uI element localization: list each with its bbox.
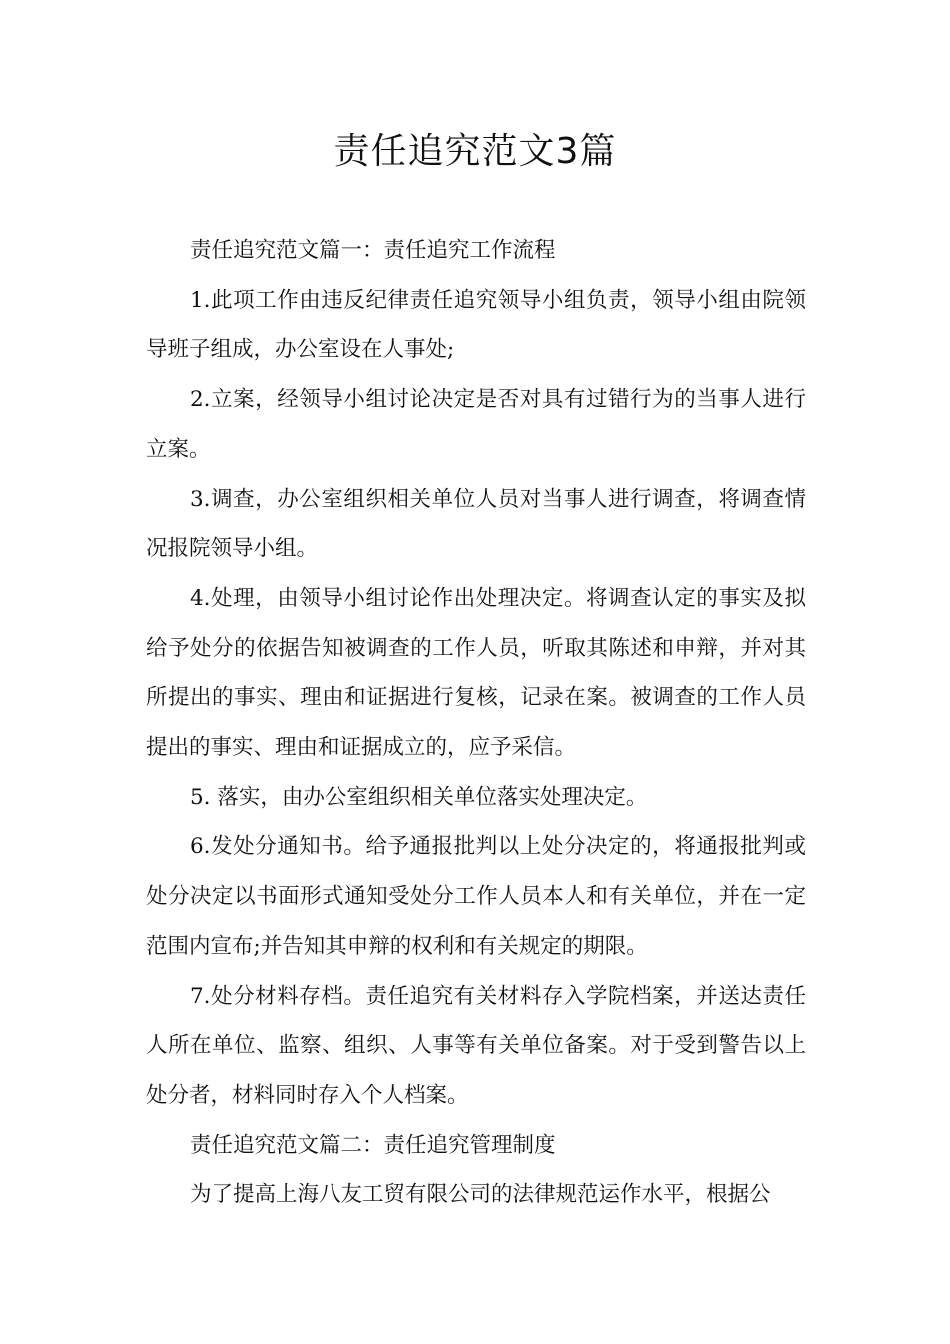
section-heading-1: 责任追究范文篇一：责任追究工作流程 xyxy=(190,238,556,263)
section-heading-2: 责任追究范文篇二：责任追究管理制度 xyxy=(190,1132,556,1158)
paragraph-step-4: 4.处理，由领导小组讨论作出处理决定。将调查认定的事实及拟给予处分的依据告知被调查的工作人员，听取其陈述和申辩，并对其所提出的事实、理由和证据进行复核，记录在案。被调查的工作人员提出的事实、理由和证据成立的，应予采信。 xyxy=(146,585,806,761)
paragraph-step-1: 1.此项工作由违反纪律责任追究领导小组负责，领导小组由院领导班子组成，办公室设在人事处; xyxy=(146,287,806,363)
paragraph-step-6: 6.发处分通知书。给予通报批判以上处分决定的，将通报批判或处分决定以书面形式通知受处分工作人员本人和有关单位，并在一定范围内宣布;并告知其申辩的权利和有关规定的期限。 xyxy=(146,834,806,959)
document-body xyxy=(146,226,806,1220)
paragraph-step-7: 7.处分材料存档。责任追究有关材料存入学院档案，并送达责任人所在单位、监察、组织、人事等有关单位备案。对于受到警告以上处分者，材料同时存入个人档案。 xyxy=(146,983,806,1108)
document-title: 责任追究范文3篇 xyxy=(333,131,617,172)
paragraph-intro-2: 为了提高上海八友工贸有限公司的法律规范运作水平，根据公 xyxy=(190,1182,771,1208)
paragraph-step-5: 5. 落实，由办公室组织相关单位落实处理决定。 xyxy=(190,784,648,810)
paragraph-step-2: 2.立案，经领导小组讨论决定是否对具有过错行为的当事人进行立案。 xyxy=(146,387,806,462)
paragraph-step-3: 3.调查，办公室组织相关单位人员对当事人进行调查，将调查情况报院领导小组。 xyxy=(146,486,806,562)
